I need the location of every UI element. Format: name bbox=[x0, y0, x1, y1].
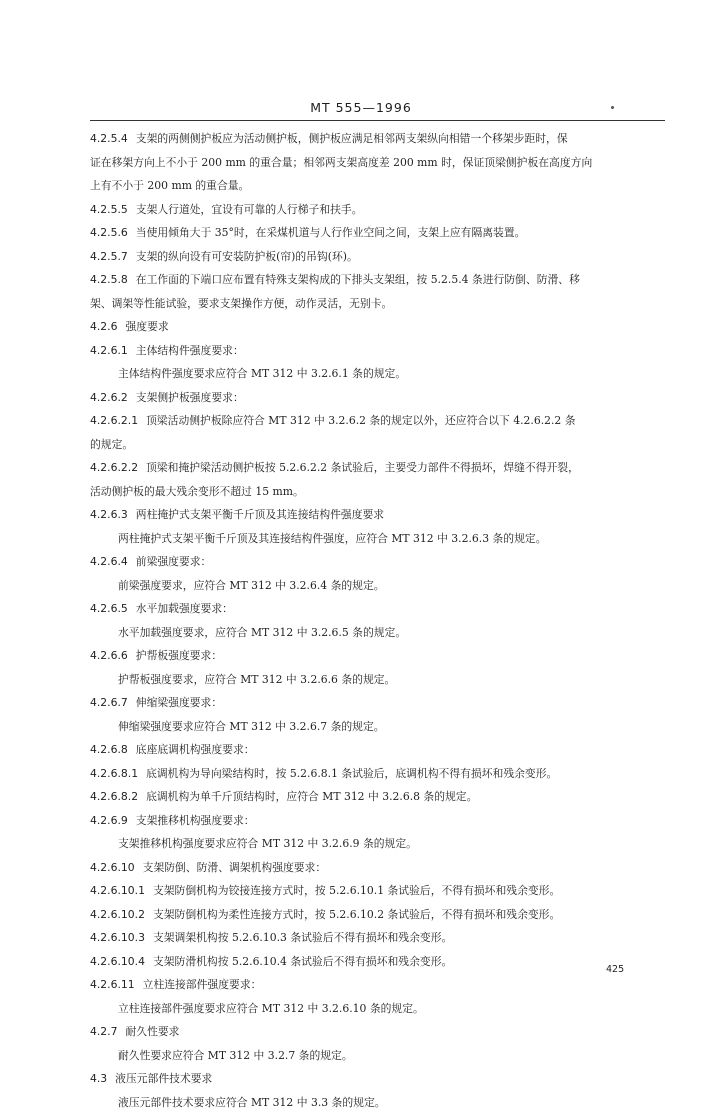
clause-number: 4.2.5.8 bbox=[90, 273, 128, 286]
clause-text: 伸缩梁强度要求应符合 MT 312 中 3.2.6.7 条的规定。 bbox=[118, 720, 385, 733]
clause-text: 液压元部件技术要求 bbox=[115, 1072, 212, 1085]
clause-line bbox=[90, 503, 658, 527]
clause-text: 活动侧护板的最大残余变形不超过 15 mm。 bbox=[90, 485, 304, 498]
clause-text: 的规定。 bbox=[90, 438, 133, 451]
clause-number: 4.2.6.10.2 bbox=[90, 908, 145, 921]
clause-text: 液压元部件技术要求应符合 MT 312 中 3.3 条的规定。 bbox=[118, 1096, 386, 1109]
clause-text: 支架人行道处，宜设有可靠的人行梯子和扶手。 bbox=[136, 203, 363, 216]
clause-number: 4.2.6 bbox=[90, 320, 117, 333]
clause-number: 4.2.5.6 bbox=[90, 226, 128, 239]
clause-line bbox=[90, 762, 658, 786]
clause-line bbox=[90, 785, 658, 809]
clause-text: 强度要求 bbox=[125, 320, 168, 333]
clause-text: 支架的两侧侧护板应为活动侧护板，侧护板应满足相邻两支架纵向相错一个移架步距时，保 bbox=[136, 132, 568, 145]
clause-number: 4.2.6.10 bbox=[90, 861, 135, 874]
clause-number: 4.2.6.6 bbox=[90, 649, 128, 662]
text-line bbox=[90, 832, 658, 856]
clause-line bbox=[90, 198, 658, 222]
clause-line bbox=[90, 409, 658, 433]
clause-line bbox=[90, 127, 658, 151]
clause-number: 4.2.6.3 bbox=[90, 508, 128, 521]
clause-text: 支架的纵向设有可安装防护板(帘)的吊钩(环)。 bbox=[136, 250, 358, 263]
text-line bbox=[90, 997, 658, 1021]
text-line bbox=[90, 527, 658, 551]
text-line bbox=[90, 1044, 658, 1068]
clause-line bbox=[90, 738, 658, 762]
text-line bbox=[90, 292, 658, 316]
text-line bbox=[90, 715, 658, 739]
clause-number: 4.2.6.4 bbox=[90, 555, 128, 568]
clause-text: 支架调架机构按 5.2.6.10.3 条试验后不得有损坏和残余变形。 bbox=[153, 931, 452, 944]
clause-line bbox=[90, 456, 658, 480]
clause-text: 底座底调机构强度要求： bbox=[136, 743, 255, 756]
text-line bbox=[90, 621, 658, 645]
standard-title: MT 555—1996 bbox=[310, 100, 412, 115]
clause-number: 4.2.6.10.3 bbox=[90, 931, 145, 944]
clause-line bbox=[90, 809, 658, 833]
text-line bbox=[90, 174, 658, 198]
clause-number: 4.2.6.8 bbox=[90, 743, 128, 756]
text-line bbox=[90, 1091, 658, 1114]
clause-text: 底调机构为单千斤顶结构时，应符合 MT 312 中 3.2.6.8 条的规定。 bbox=[146, 790, 477, 803]
clause-text: 支架推移机构强度要求应符合 MT 312 中 3.2.6.9 条的规定。 bbox=[118, 837, 417, 850]
text-line bbox=[90, 574, 658, 598]
clause-number: 4.2.5.7 bbox=[90, 250, 128, 263]
clause-text: 架、调架等性能试验，要求支架操作方便，动作灵活，无别卡。 bbox=[90, 297, 392, 310]
document-body bbox=[90, 127, 658, 1114]
clause-line bbox=[90, 644, 658, 668]
clause-number: 4.2.6.10.4 bbox=[90, 955, 145, 968]
clause-text: 耐久性要求应符合 MT 312 中 3.2.7 条的规定。 bbox=[118, 1049, 353, 1062]
clause-text: 两柱掩护式支架平衡千斤顶及其连接结构件强度要求 bbox=[136, 508, 384, 521]
clause-text: 水平加载强度要求： bbox=[136, 602, 233, 615]
clause-text: 护帮板强度要求，应符合 MT 312 中 3.2.6.6 条的规定。 bbox=[118, 673, 395, 686]
text-line bbox=[90, 668, 658, 692]
clause-text: 主体结构件强度要求： bbox=[136, 344, 244, 357]
clause-number: 4.2.6.2 bbox=[90, 391, 128, 404]
text-line bbox=[90, 433, 658, 457]
clause-text: 前梁强度要求，应符合 MT 312 中 3.2.6.4 条的规定。 bbox=[118, 579, 385, 592]
clause-line bbox=[90, 973, 658, 997]
text-line bbox=[90, 480, 658, 504]
clause-text: 两柱掩护式支架平衡千斤顶及其连接结构件强度，应符合 MT 312 中 3.2.6.3 条的规定。 bbox=[118, 532, 547, 545]
clause-number: 4.2.6.8.2 bbox=[90, 790, 138, 803]
clause-line bbox=[90, 950, 658, 974]
clause-text: 支架防倒机构为铰接连接方式时，按 5.2.6.10.1 条试验后，不得有损坏和残余变形。 bbox=[153, 884, 560, 897]
clause-line bbox=[90, 339, 658, 363]
clause-text: 护帮板强度要求： bbox=[136, 649, 222, 662]
clause-text: 支架防倒、防滑、调架机构强度要求： bbox=[143, 861, 327, 874]
clause-text: 伸缩梁强度要求： bbox=[136, 696, 222, 709]
speck-mark bbox=[611, 106, 614, 109]
clause-line bbox=[90, 268, 658, 292]
clause-text: 耐久性要求 bbox=[125, 1025, 179, 1038]
clause-number: 4.3 bbox=[90, 1072, 107, 1085]
clause-number: 4.2.6.1 bbox=[90, 344, 128, 357]
clause-number: 4.2.6.7 bbox=[90, 696, 128, 709]
clause-line bbox=[90, 926, 658, 950]
clause-line bbox=[90, 221, 658, 245]
clause-line bbox=[90, 386, 658, 410]
header-rule bbox=[90, 120, 665, 121]
clause-text: 立柱连接部件强度要求应符合 MT 312 中 3.2.6.10 条的规定。 bbox=[118, 1002, 424, 1015]
clause-text: 支架侧护板强度要求： bbox=[136, 391, 244, 404]
clause-line bbox=[90, 1067, 658, 1091]
clause-line bbox=[90, 245, 658, 269]
clause-number: 4.2.7 bbox=[90, 1025, 117, 1038]
clause-text: 支架防滑机构按 5.2.6.10.4 条试验后不得有损坏和残余变形。 bbox=[153, 955, 452, 968]
clause-number: 4.2.6.2.2 bbox=[90, 461, 138, 474]
clause-text: 支架防倒机构为柔性连接方式时，按 5.2.6.10.2 条试验后，不得有损坏和残余变形。 bbox=[153, 908, 560, 921]
clause-text: 支架推移机构强度要求： bbox=[136, 814, 255, 827]
clause-text: 当使用倾角大于 35°时，在采煤机道与人行作业空间之间，支架上应有隔离装置。 bbox=[136, 226, 526, 239]
clause-text: 顶梁和掩护梁活动侧护板按 5.2.6.2.2 条试验后，主要受力部件不得损坏，焊缝不得开裂， bbox=[146, 461, 579, 474]
clause-number: 4.2.5.5 bbox=[90, 203, 128, 216]
clause-number: 4.2.6.5 bbox=[90, 602, 128, 615]
text-line bbox=[90, 151, 658, 175]
text-line bbox=[90, 362, 658, 386]
clause-number: 4.2.6.9 bbox=[90, 814, 128, 827]
clause-text: 在工作面的下端口应布置有特殊支架构成的下排头支架组，按 5.2.5.4 条进行防倒、防滑、移 bbox=[136, 273, 580, 286]
clause-text: 主体结构件强度要求应符合 MT 312 中 3.2.6.1 条的规定。 bbox=[118, 367, 406, 380]
clause-number: 4.2.6.11 bbox=[90, 978, 135, 991]
clause-line bbox=[90, 550, 658, 574]
clause-line bbox=[90, 856, 658, 880]
clause-number: 4.2.5.4 bbox=[90, 132, 128, 145]
clause-number: 4.2.6.8.1 bbox=[90, 767, 138, 780]
clause-line bbox=[90, 691, 658, 715]
clause-text: 顶梁活动侧护板除应符合 MT 312 中 3.2.6.2 条的规定以外，还应符合以下 4.2.6.2.2 条 bbox=[146, 414, 575, 427]
page-number: 425 bbox=[606, 964, 624, 975]
clause-text: 立柱连接部件强度要求： bbox=[143, 978, 262, 991]
clause-line bbox=[90, 903, 658, 927]
clause-line bbox=[90, 879, 658, 903]
clause-text: 水平加载强度要求，应符合 MT 312 中 3.2.6.5 条的规定。 bbox=[118, 626, 406, 639]
clause-text: 前梁强度要求： bbox=[136, 555, 212, 568]
clause-line bbox=[90, 597, 658, 621]
clause-text: 上有不小于 200 mm 的重合量。 bbox=[90, 179, 249, 192]
clause-number: 4.2.6.10.1 bbox=[90, 884, 145, 897]
clause-line bbox=[90, 315, 658, 339]
clause-number: 4.2.6.2.1 bbox=[90, 414, 138, 427]
clause-text: 证在移架方向上不小于 200 mm 的重合量；相邻两支架高度差 200 mm 时，保证顶梁侧护板在高度方向 bbox=[90, 156, 592, 169]
clause-text: 底调机构为导向梁结构时，按 5.2.6.8.1 条试验后，底调机构不得有损坏和残余变形。 bbox=[146, 767, 557, 780]
